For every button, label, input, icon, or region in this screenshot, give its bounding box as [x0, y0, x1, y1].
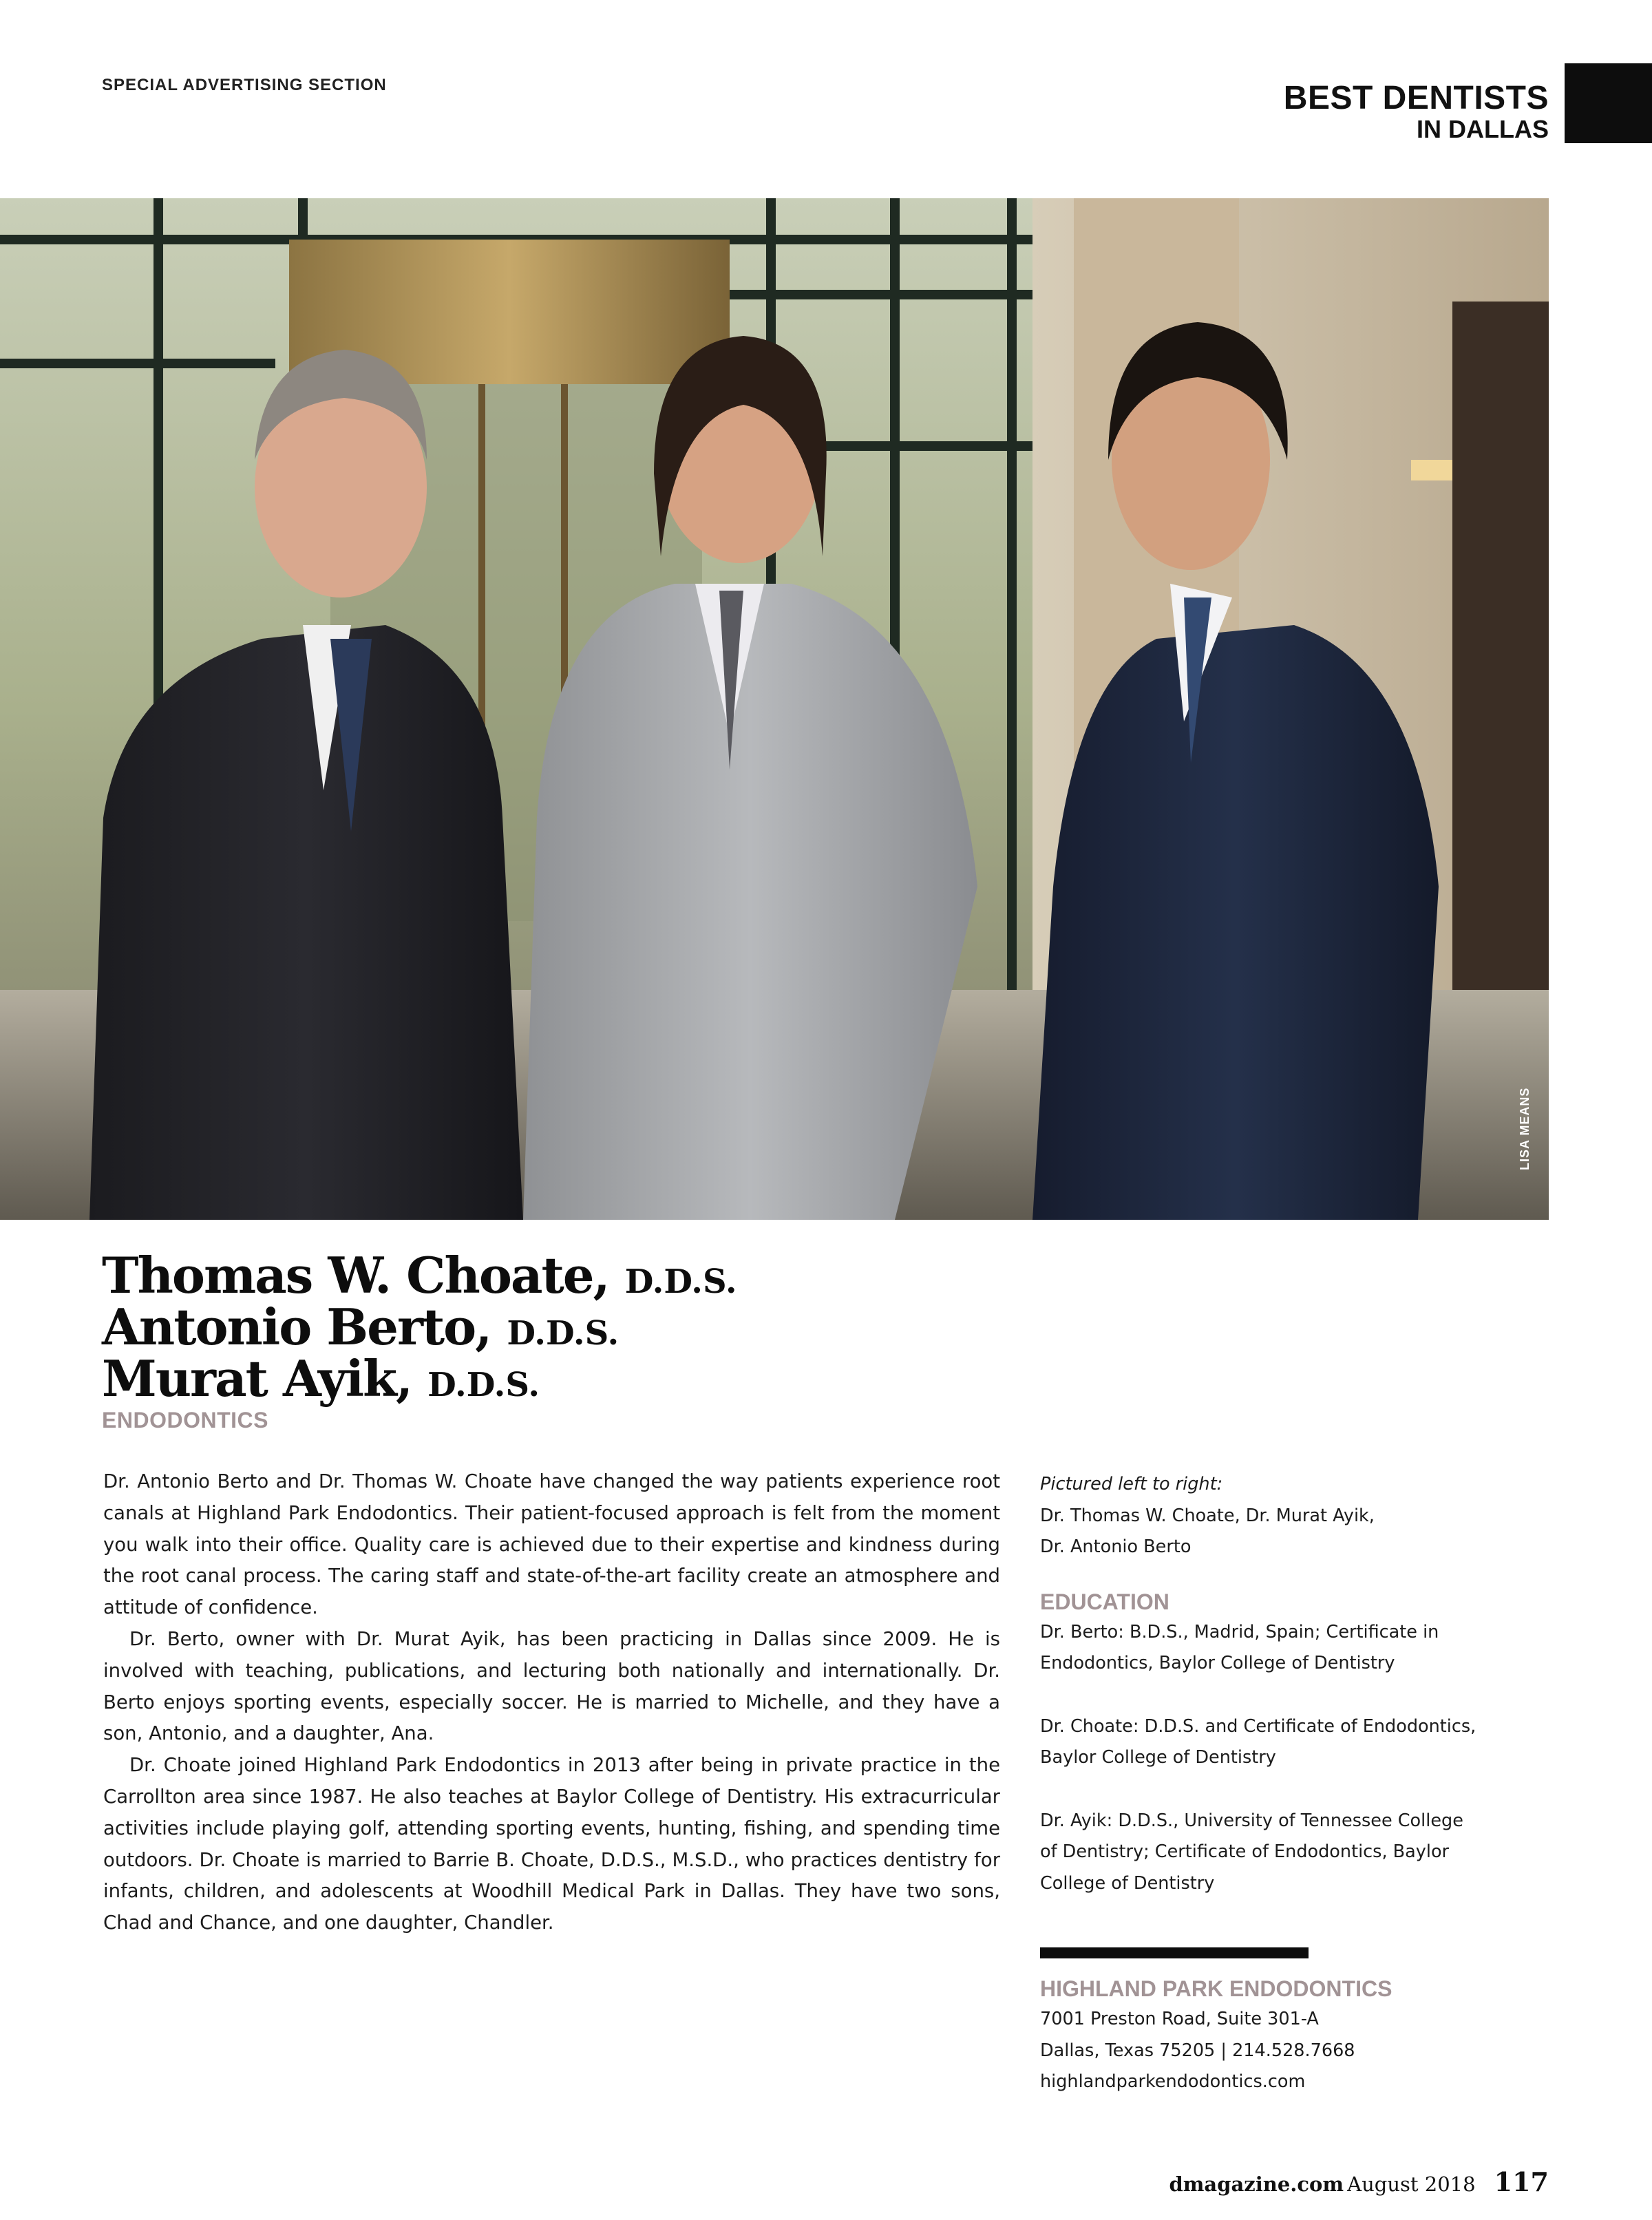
practice-website[interactable]: highlandparkendodontics.com — [1040, 2071, 1306, 2092]
photo-credit: LISA MEANS — [1518, 1087, 1532, 1170]
section-label: SPECIAL ADVERTISING SECTION — [102, 76, 387, 94]
body-paragraph: Dr. Berto, owner with Dr. Murat Ayik, has been practicing in Dallas since 2009. He is involved with teaching, publications, and lecturing both nationally and internationally. Dr. Berto enjoys sporting events, especially soccer. He is married to Michelle, and they have a son, Antonio, and a daughter, Ana. — [103, 1627, 1000, 1745]
photo-caption-line: Dr. Antonio Berto — [1040, 1536, 1192, 1557]
education-item: Dr. Berto: B.D.S., Madrid, Spain; Certificate in Endodontics, Baylor College of Dentistry — [1040, 1621, 1439, 1673]
doctor-name: Thomas W. Choate, — [102, 1246, 609, 1304]
footer-site: dmagazine.com — [1169, 2173, 1344, 2196]
doctor-degree: D.D.S. — [624, 1262, 737, 1301]
section-title-line1: BEST DENTISTS — [1283, 80, 1549, 116]
page-footer — [1169, 2168, 1549, 2201]
doctor-degree: D.D.S. — [427, 1366, 540, 1404]
group-photo — [0, 198, 1549, 1220]
profile-body — [103, 1466, 1000, 1939]
doctor-name-line — [102, 1298, 737, 1356]
education-heading: EDUCATION — [1040, 1589, 1169, 1614]
education-item: Dr. Ayik: D.D.S., University of Tennessee College of Dentistry; Certificate of Endodontics, Baylor College of Dentistry — [1040, 1810, 1463, 1894]
specialty-label: ENDODONTICS — [102, 1408, 268, 1433]
doctor-name: Antonio Berto, — [102, 1298, 491, 1356]
section-title — [1284, 81, 1549, 143]
photo-caption-label: Pictured left to right: — [1040, 1474, 1223, 1494]
photo-caption-line: Dr. Thomas W. Choate, Dr. Murat Ayik, — [1040, 1505, 1375, 1526]
section-title-line2: IN DALLAS — [1417, 115, 1549, 143]
black-tab-marker — [1565, 63, 1652, 143]
divider-rule — [1040, 1947, 1309, 1958]
practice-name: HIGHLAND PARK ENDODONTICS — [1040, 1976, 1392, 2001]
address-line: 7001 Preston Road, Suite 301-A — [1040, 2009, 1319, 2029]
address-line: Dallas, Texas 75205 | 214.528.7668 — [1040, 2040, 1355, 2061]
doctor-name-line — [102, 1349, 737, 1408]
doctor-degree: D.D.S. — [507, 1314, 620, 1353]
doctor-name: Murat Ayik, — [102, 1349, 412, 1408]
body-paragraph: Dr. Choate joined Highland Park Endodontics in 2013 after being in private practice in the Carrollton area since 1987. He also teaches at Baylor College of Dentistry. His extracurricular activities include playing golf, attending sporting events, hunting, fishing, and spending time outdoors. Dr. Choate is married to Barrie B. Choate, D.D.S., M.S.D., who practices dentistry for infants, children, and adolescents at Woodhill Medical Park in Dallas. They have two sons, Chad and Chance, and one daughter, Chandler. — [103, 1754, 1000, 1934]
doctor-name-line — [102, 1246, 737, 1304]
education-item: Dr. Choate: D.D.S. and Certificate of Endodontics, Baylor College of Dentistry — [1040, 1715, 1476, 1768]
sidebar — [1040, 1469, 1481, 2098]
body-paragraph: Dr. Antonio Berto and Dr. Thomas W. Choate have changed the way patients experience root canals at Highland Park Endodontics. Their patient-focused approach is felt from the moment you walk into their office. Quality care is achieved due to their expertise and kindness during the root canal process. The caring staff and state-of-the-art facility create an atmosphere and attitude of confidence. — [103, 1470, 1000, 1619]
footer-issue: August 2018 — [1347, 2173, 1476, 2196]
doctor-names — [102, 1246, 737, 1408]
page-number: 117 — [1494, 2166, 1549, 2197]
